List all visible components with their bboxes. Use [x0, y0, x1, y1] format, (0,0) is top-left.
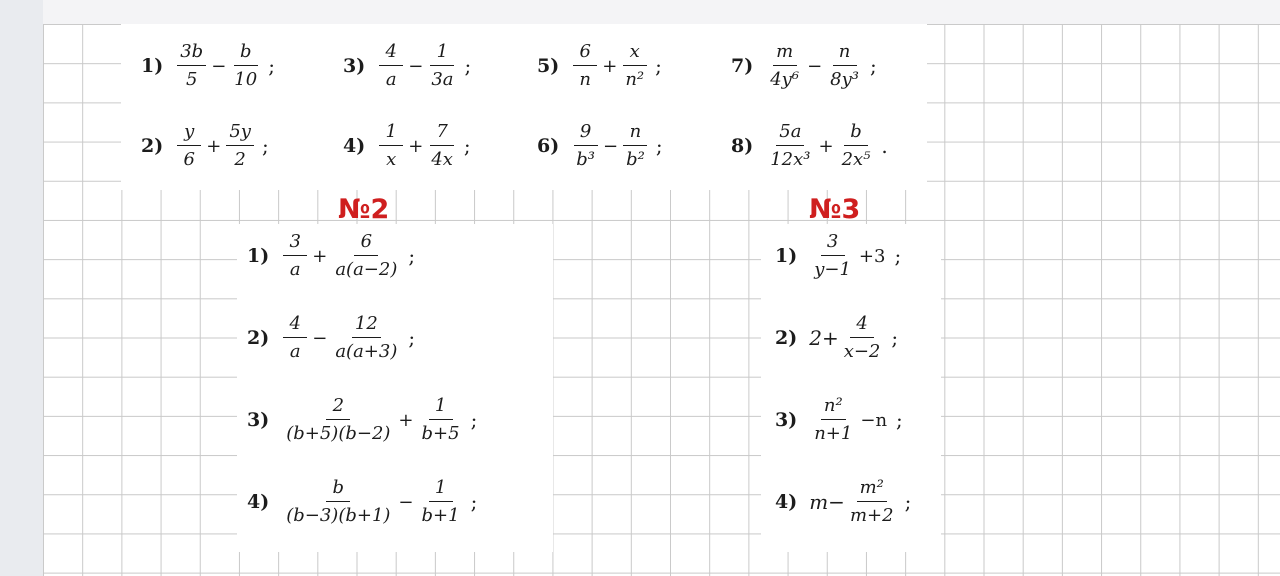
punctuation: ; — [896, 408, 903, 432]
fraction — [283, 232, 307, 280]
denominator: a(a−2) — [335, 259, 398, 280]
punctuation: ; — [870, 54, 877, 78]
fraction — [177, 122, 201, 170]
operator: − — [602, 135, 619, 157]
fraction — [767, 42, 802, 90]
numerator: 3 — [283, 232, 307, 256]
fraction — [283, 314, 307, 362]
denominator: n² — [625, 69, 645, 90]
denominator: n+1 — [814, 423, 853, 444]
exercise-1-2 — [141, 122, 269, 170]
fraction — [428, 122, 456, 170]
numerator: n² — [821, 396, 846, 420]
fraction — [231, 42, 260, 90]
exercise-number: 6) — [537, 135, 560, 157]
fraction — [573, 42, 597, 90]
prefix-term: m− — [809, 490, 845, 514]
numerator: y — [177, 122, 201, 146]
fraction — [332, 314, 400, 362]
denominator: 3a — [431, 69, 454, 90]
numerator: 5a — [776, 122, 804, 146]
exercise-1-7 — [731, 42, 877, 90]
operator: + — [398, 409, 414, 431]
denominator: b+5 — [421, 423, 460, 444]
denominator: a — [289, 341, 301, 362]
numerator: 2 — [326, 396, 350, 420]
exercise-number: 4) — [775, 491, 798, 513]
numerator: 9 — [574, 122, 598, 146]
numerator: 3 — [821, 232, 845, 256]
punctuation: ; — [408, 244, 416, 268]
fraction — [332, 232, 400, 280]
denominator: 10 — [234, 69, 258, 90]
numerator: 6 — [573, 42, 597, 66]
exercise-3-1 — [775, 232, 901, 280]
denominator: (b+5)(b−2) — [286, 423, 391, 444]
punctuation: ; — [464, 54, 472, 78]
denominator: 12x³ — [770, 149, 811, 170]
punctuation: ; — [655, 54, 662, 78]
exercise-3-2 — [775, 314, 898, 362]
punctuation: ; — [894, 244, 902, 268]
numerator: m — [773, 42, 797, 66]
fraction — [622, 42, 647, 90]
fraction — [811, 396, 855, 444]
exercise-2-1 — [247, 232, 415, 280]
exercise-1-8 — [731, 122, 888, 170]
denominator: m+2 — [849, 505, 894, 526]
denominator: 2 — [234, 149, 246, 170]
denominator: y−1 — [814, 259, 851, 280]
operator: + — [818, 135, 834, 157]
denominator: b+1 — [421, 505, 460, 526]
exercise-number: 3) — [247, 409, 270, 431]
numerator: 1 — [429, 396, 453, 420]
operator: + — [312, 245, 328, 267]
numerator: 1 — [430, 42, 454, 66]
operator: − — [807, 55, 823, 77]
top-bar — [0, 0, 1280, 24]
denominator: a(a+3) — [335, 341, 398, 362]
numerator: 4 — [379, 42, 403, 66]
fraction — [419, 396, 463, 444]
punctuation: ; — [408, 326, 416, 350]
denominator: b² — [626, 149, 645, 170]
punctuation: ; — [655, 134, 663, 158]
denominator: 2x⁵ — [841, 149, 871, 170]
exercise-number: 8) — [731, 135, 754, 157]
denominator: x — [386, 149, 397, 170]
numerator: m² — [857, 478, 887, 502]
numerator: 1 — [429, 478, 453, 502]
exercise-2-4 — [247, 478, 477, 526]
punctuation: ; — [470, 490, 478, 514]
handwritten-label-2: №2 — [338, 194, 390, 225]
exercise-number: 3) — [343, 55, 366, 77]
numerator: 3b — [177, 42, 206, 66]
punctuation: ; — [268, 54, 275, 78]
numerator: 1 — [379, 122, 403, 146]
punctuation: . — [881, 134, 888, 158]
exercise-number: 3) — [775, 409, 798, 431]
denominator: 6 — [183, 149, 195, 170]
operator: + — [602, 55, 618, 77]
numerator: 7 — [430, 122, 454, 146]
operator: − — [398, 491, 414, 513]
exercise-1-3 — [343, 42, 471, 90]
numerator: b — [234, 42, 258, 66]
operator: + — [206, 135, 222, 157]
handwritten-label-3: №3 — [809, 194, 861, 225]
numerator: 6 — [354, 232, 378, 256]
exercise-number: 1) — [247, 245, 270, 267]
numerator: b — [326, 478, 350, 502]
fraction — [226, 122, 254, 170]
exercise-1-4 — [343, 122, 471, 170]
exercise-number: 2) — [141, 135, 164, 157]
exercise-number: 5) — [537, 55, 560, 77]
denominator: 4y⁶ — [770, 69, 800, 90]
operator: − — [211, 55, 227, 77]
operator: − — [312, 327, 328, 349]
denominator: a — [385, 69, 397, 90]
prefix-term: 2+ — [809, 326, 839, 350]
fraction — [379, 42, 403, 90]
fraction — [839, 122, 874, 170]
punctuation: ; — [261, 134, 269, 158]
denominator: n — [579, 69, 592, 90]
exercise-number: 1) — [775, 245, 798, 267]
numerator: 5y — [226, 122, 254, 146]
numerator: 4 — [850, 314, 874, 338]
numerator: 12 — [352, 314, 381, 338]
fraction — [283, 478, 393, 526]
exercise-number: 4) — [343, 135, 366, 157]
left-sidebar — [0, 0, 43, 576]
fraction — [428, 42, 456, 90]
exercise-3-3 — [775, 396, 903, 444]
operator: + — [408, 135, 424, 157]
denominator: b³ — [576, 149, 595, 170]
operator: −n — [860, 409, 888, 431]
exercise-number: 7) — [731, 55, 754, 77]
punctuation: ; — [463, 134, 471, 158]
denominator: 4x — [431, 149, 453, 170]
fraction — [847, 478, 897, 526]
operator: − — [408, 55, 424, 77]
numerator: n — [623, 122, 647, 146]
punctuation: ; — [904, 490, 912, 514]
exercise-2-3 — [247, 396, 477, 444]
exercise-number: 1) — [141, 55, 164, 77]
fraction — [767, 122, 813, 170]
exercise-1-1 — [141, 42, 275, 90]
exercise-number: 4) — [247, 491, 270, 513]
fraction — [419, 478, 463, 526]
fraction — [573, 122, 598, 170]
denominator: (b−3)(b+1) — [286, 505, 391, 526]
fraction — [841, 314, 884, 362]
denominator: 8y³ — [830, 69, 859, 90]
fraction — [177, 42, 206, 90]
denominator: x−2 — [843, 341, 881, 362]
fraction — [283, 396, 393, 444]
exercise-number: 2) — [775, 327, 798, 349]
numerator: b — [844, 122, 868, 146]
denominator: 5 — [185, 69, 198, 90]
exercise-1-6 — [537, 122, 663, 170]
operator: +3 — [858, 245, 886, 267]
denominator: a — [289, 259, 301, 280]
grid-paper-sheet — [43, 24, 1280, 576]
exercise-1-5 — [537, 42, 662, 90]
fraction — [379, 122, 403, 170]
numerator: n — [833, 42, 857, 66]
punctuation: ; — [470, 408, 478, 432]
numerator: 4 — [283, 314, 307, 338]
fraction — [827, 42, 862, 90]
punctuation: ; — [891, 326, 899, 350]
fraction — [623, 122, 648, 170]
fraction — [811, 232, 854, 280]
exercise-number: 2) — [247, 327, 270, 349]
exercise-3-4 — [775, 478, 911, 526]
numerator: x — [623, 42, 647, 66]
exercise-2-2 — [247, 314, 415, 362]
